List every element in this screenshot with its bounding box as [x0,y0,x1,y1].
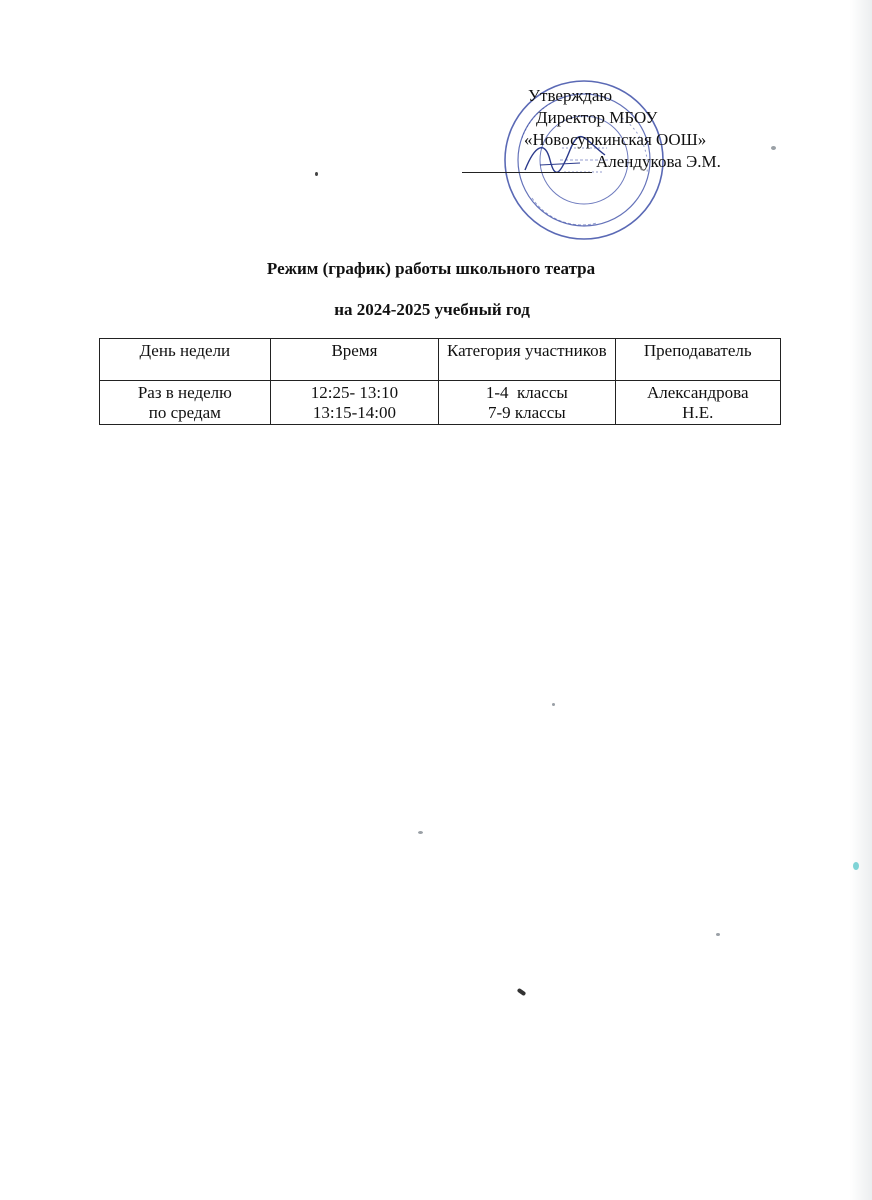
cell-teacher-line: Н.Е. [682,403,714,422]
approval-position: Директор МБОУ [536,108,658,127]
cell-day [100,381,271,425]
signature-line [462,154,592,173]
cell-category-line: 1-4 классы [485,383,568,402]
cell-time-line: 12:25- 13:10 [310,383,399,402]
cell-teacher-line: Александрова [646,383,749,402]
cell-category-line: 7-9 классы [487,403,566,422]
approval-director-name: Алендукова Э.М. [596,152,721,171]
cell-time-line: 13:15-14:00 [312,403,396,422]
table-row [100,381,781,425]
scan-speck [853,862,859,870]
scan-speck [552,703,555,706]
scan-speck [716,933,720,936]
scan-speck [771,146,776,150]
approval-organization: «Новосуркинская ООШ» [524,130,707,149]
cell-category [439,381,615,425]
header-time: Время [270,339,439,381]
approval-heading: Утверждаю [528,86,613,105]
page-edge-shadow [850,0,872,1200]
header-category: Категория участников [439,339,615,381]
schedule-table [99,338,781,425]
header-day: День недели [100,339,271,381]
table-header-row [100,339,781,381]
cell-teacher [615,381,780,425]
scan-speck [315,172,318,176]
scan-speck [517,988,527,996]
approval-signature-row [462,151,762,173]
cell-day-line: Раз в неделю [137,383,232,402]
cell-day-line: по средам [148,403,221,422]
document-subtitle: на 2024-2025 учебный год [334,300,530,319]
cell-time [270,381,439,425]
document-title: Режим (график) работы школьного театра [266,259,596,278]
scan-speck [418,831,423,834]
header-teacher: Преподаватель [615,339,780,381]
approval-block [462,85,762,173]
